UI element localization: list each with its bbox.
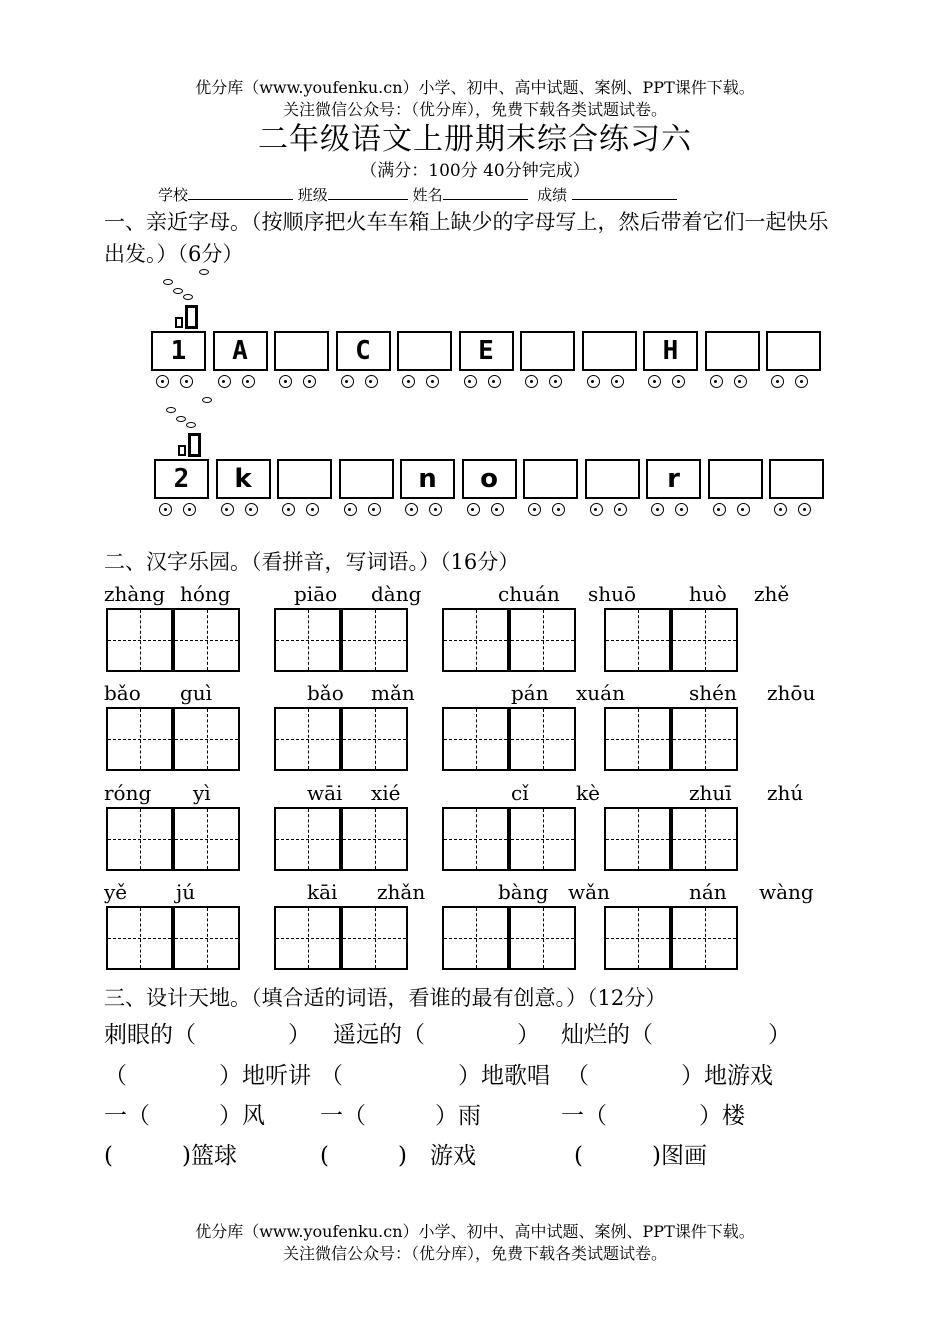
wheel-icon [774, 503, 787, 516]
score-label: 成绩 [537, 186, 568, 204]
train-car: A [213, 331, 268, 371]
train-car[interactable] [274, 331, 329, 371]
section1-heading: 一、亲近字母。（按顺序把火车车箱上缺少的字母写上，然后带着它们一起快乐出发。）（6分） [104, 210, 829, 266]
name-label: 姓名 [412, 186, 443, 204]
wheel-icon [590, 503, 603, 516]
section2-heading: 二、汉字乐园。（看拼音，写词语。）（16分） [104, 550, 520, 574]
wheel-icon [180, 375, 193, 388]
wheel-icon [426, 375, 439, 388]
pinyin-label: mǎn [371, 681, 415, 705]
train-car[interactable] [708, 459, 763, 499]
tianzige-writing-box[interactable] [106, 707, 173, 771]
pinyin-label: yì [193, 781, 211, 805]
train-car: o [462, 459, 517, 499]
wheel-icon [365, 375, 378, 388]
wheel-icon [344, 503, 357, 516]
fill-in-item[interactable]: 一（ ）雨 [320, 1103, 481, 1129]
pinyin-label: shén [689, 681, 737, 705]
smoke-puff-icon [202, 397, 212, 403]
tianzige-writing-box[interactable] [671, 906, 738, 970]
train-car: E [459, 331, 514, 371]
tianzige-writing-box[interactable] [604, 608, 671, 672]
train-car: k [216, 459, 271, 499]
wheel-icon [402, 375, 415, 388]
train-car: H [643, 331, 698, 371]
smoke-puff-icon [176, 416, 186, 422]
wheel-icon [464, 375, 477, 388]
wheel-icon [672, 375, 685, 388]
tianzige-writing-box[interactable] [173, 807, 240, 871]
pinyin-label: bǎo [104, 681, 141, 705]
pinyin-label: huò [689, 582, 727, 606]
wheel-icon [282, 503, 295, 516]
tianzige-writing-box[interactable] [671, 707, 738, 771]
wheel-icon [528, 503, 541, 516]
tianzige-writing-box[interactable] [341, 906, 408, 970]
pinyin-label: zhǎn [377, 880, 426, 904]
pinyin-label: zhuī [689, 781, 732, 805]
tianzige-writing-box[interactable] [442, 807, 509, 871]
pinyin-label: xuán [576, 681, 625, 705]
school-label: 学校 [158, 186, 189, 204]
small-chimney-icon [178, 445, 186, 456]
tianzige-writing-box[interactable] [106, 906, 173, 970]
train-car: C [336, 331, 391, 371]
tianzige-writing-box[interactable] [442, 707, 509, 771]
class-label: 班级 [297, 186, 328, 204]
tianzige-writing-box[interactable] [106, 807, 173, 871]
fill-in-item[interactable]: ( ) 游戏 [320, 1143, 476, 1169]
tianzige-writing-box[interactable] [604, 707, 671, 771]
wheel-icon [279, 375, 292, 388]
pinyin-label: róng [104, 781, 152, 805]
pinyin-label: pán [511, 681, 549, 705]
wheel-icon [491, 503, 504, 516]
pinyin-label: jú [176, 880, 196, 904]
wheel-icon [429, 503, 442, 516]
pinyin-label: guì [180, 681, 213, 705]
wheel-icon [710, 375, 723, 388]
train-car[interactable] [397, 331, 452, 371]
smoke-puff-icon [163, 279, 173, 285]
pinyin-label: kāi [307, 880, 338, 904]
pinyin-label: xié [371, 781, 401, 805]
tianzige-writing-box[interactable] [442, 906, 509, 970]
chimney-icon [188, 433, 201, 457]
header-line2: 关注微信公众号：（优分库），免费下载各类试题试卷。 [282, 100, 667, 119]
fill-in-item[interactable]: ( )篮球 [104, 1143, 237, 1169]
wheel-icon [525, 375, 538, 388]
fill-in-item[interactable]: 灿烂的（ ） [561, 1022, 791, 1048]
pinyin-label: zhě [754, 582, 790, 606]
footer-line1: 优分库（www.youfenku.cn）小学、初中、高中试题、案例、PPT课件下载。 [195, 1222, 755, 1241]
wheel-icon [795, 375, 808, 388]
wheel-icon [303, 375, 316, 388]
fill-in-item[interactable]: 刺眼的（ ） [104, 1022, 311, 1048]
pinyin-label: bǎo [307, 681, 344, 705]
fill-in-item[interactable]: 遥远的（ ） [333, 1022, 540, 1048]
smoke-puff-icon [173, 288, 183, 294]
wheel-icon [242, 375, 255, 388]
wheel-icon [798, 503, 811, 516]
tianzige-writing-box[interactable] [173, 608, 240, 672]
fill-in-item[interactable]: 一（ ）风 [104, 1103, 265, 1129]
pinyin-label: wāi [307, 781, 343, 805]
fill-in-item[interactable]: 一（ ）楼 [561, 1103, 745, 1129]
train-car[interactable] [766, 331, 821, 371]
train-car[interactable] [339, 459, 394, 499]
small-chimney-icon [175, 317, 183, 328]
train-car[interactable] [277, 459, 332, 499]
train-car[interactable] [520, 331, 575, 371]
page-subtitle: （满分：100分 40分钟完成） [360, 161, 590, 181]
chimney-icon [185, 305, 198, 329]
train-engine-car: 1 [151, 331, 206, 371]
smoke-puff-icon [166, 407, 176, 413]
tianzige-writing-box[interactable] [671, 807, 738, 871]
tianzige-writing-box[interactable] [671, 608, 738, 672]
train-car[interactable] [582, 331, 637, 371]
header-line1: 优分库（www.youfenku.cn）小学、初中、高中试题、案例、PPT课件下载。 [195, 78, 755, 97]
wheel-icon [771, 375, 784, 388]
tianzige-writing-box[interactable] [274, 807, 341, 871]
smoke-puff-icon [183, 294, 193, 300]
tianzige-writing-box[interactable] [106, 608, 173, 672]
smoke-puff-icon [186, 422, 196, 428]
wheel-icon [183, 503, 196, 516]
pinyin-label: wǎn [568, 880, 610, 904]
tianzige-writing-box[interactable] [509, 707, 576, 771]
tianzige-writing-box[interactable] [509, 906, 576, 970]
pinyin-label: zhú [767, 781, 804, 805]
wheel-icon [405, 503, 418, 516]
tianzige-writing-box[interactable] [274, 707, 341, 771]
tianzige-writing-box[interactable] [604, 807, 671, 871]
wheel-icon [368, 503, 381, 516]
wheel-icon [467, 503, 480, 516]
train-engine-car: 2 [154, 459, 209, 499]
wheel-icon [488, 375, 501, 388]
wheel-icon [306, 503, 319, 516]
pinyin-label: nán [689, 880, 727, 904]
wheel-icon [156, 375, 169, 388]
wheel-icon [341, 375, 354, 388]
fill-in-item[interactable]: （ ）地歌唱 [320, 1063, 550, 1089]
pinyin-label: kè [576, 781, 600, 805]
wheel-icon [675, 503, 688, 516]
tianzige-writing-box[interactable] [274, 608, 341, 672]
fill-in-item[interactable]: （ ）地游戏 [566, 1063, 773, 1089]
train-car[interactable] [705, 331, 760, 371]
wheel-icon [614, 503, 627, 516]
school-blank[interactable] [188, 183, 293, 200]
tianzige-writing-box[interactable] [442, 608, 509, 672]
pinyin-label: zhōu [767, 681, 816, 705]
train-car[interactable] [523, 459, 578, 499]
wheel-icon [587, 375, 600, 388]
pinyin-label: yě [104, 880, 128, 904]
fill-in-item[interactable]: （ ）地听讲 [104, 1063, 311, 1089]
pinyin-label: piāo [294, 582, 338, 606]
tianzige-writing-box[interactable] [173, 707, 240, 771]
tianzige-writing-box[interactable] [173, 906, 240, 970]
name-blank[interactable] [443, 183, 528, 200]
train-car: r [646, 459, 701, 499]
wheel-icon [611, 375, 624, 388]
pinyin-label: wàng [759, 880, 814, 904]
wheel-icon [713, 503, 726, 516]
class-blank[interactable] [328, 183, 408, 200]
tianzige-writing-box[interactable] [274, 906, 341, 970]
wheel-icon [734, 375, 747, 388]
wheel-icon [549, 375, 562, 388]
pinyin-label: chuán [498, 582, 560, 606]
tianzige-writing-box[interactable] [509, 608, 576, 672]
wheel-icon [159, 503, 172, 516]
fill-in-item[interactable]: ( )图画 [574, 1143, 707, 1169]
wheel-icon [737, 503, 750, 516]
wheel-icon [651, 503, 664, 516]
footer-line2: 关注微信公众号：（优分库），免费下载各类试题试卷。 [282, 1244, 667, 1263]
train-car[interactable] [769, 459, 824, 499]
train-car[interactable] [585, 459, 640, 499]
wheel-icon [218, 375, 231, 388]
smoke-puff-icon [199, 269, 209, 275]
pinyin-label: dàng [371, 582, 422, 606]
wheel-icon [221, 503, 234, 516]
tianzige-writing-box[interactable] [341, 807, 408, 871]
train-car: n [400, 459, 455, 499]
page-title: 二年级语文上册期末综合练习六 [258, 122, 692, 157]
tianzige-writing-box[interactable] [341, 707, 408, 771]
tianzige-writing-box[interactable] [509, 807, 576, 871]
tianzige-writing-box[interactable] [341, 608, 408, 672]
student-info-line [158, 183, 677, 206]
score-blank[interactable] [572, 183, 677, 200]
section3-heading: 三、设计天地。（填合适的词语，看谁的最有创意。）（12分） [104, 986, 667, 1010]
tianzige-writing-box[interactable] [604, 906, 671, 970]
pinyin-label: cǐ [511, 781, 529, 805]
pinyin-label: bàng [498, 880, 549, 904]
pinyin-label: shuō [588, 582, 637, 606]
pinyin-label: zhàng [104, 582, 166, 606]
wheel-icon [245, 503, 258, 516]
wheel-icon [552, 503, 565, 516]
pinyin-label: hóng [180, 582, 231, 606]
wheel-icon [648, 375, 661, 388]
